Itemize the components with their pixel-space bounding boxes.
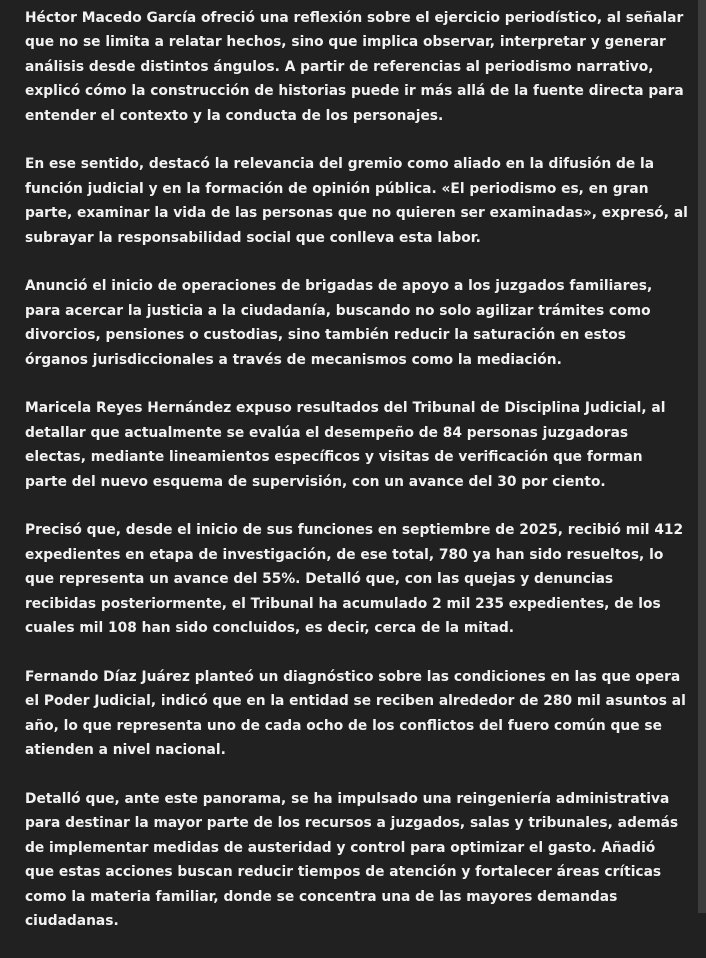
paragraph: Precisó que, desde el inicio de sus funciones en septiembre de 2025, recibió mil 412 expedientes en etapa de investigación, de ese total, 780 ya han sido resueltos, lo que representa un avance del 55%. Detalló que, con las quejas y denuncias recibidas posteriormente, el Tribunal ha acumulado 2 mil 235 expedientes, de los cuales mil 108 han sido concluidos, es decir, cerca de la mitad.: [25, 522, 684, 637]
paragraph: Fernando Díaz Juárez planteó un diagnóstico sobre las condiciones en las que opera el Poder Judicial, indicó que en la entidad se reciben alrededor de 280 mil asuntos al año, lo que representa uno de cada ocho de los conflictos del fuero común que se atienden a nivel nacional.: [25, 668, 686, 759]
page-scrollbar-track[interactable]: [698, 0, 706, 913]
paragraph: Detalló que, ante este panorama, se ha impulsado una reingeniería administrativa para destinar la mayor parte de los recursos a juzgados, salas y tribunales, además de implementar medidas de austeridad y control para optimizar el gasto. Añadió que estas acciones buscan reducir tiempos de atención y fortalecer áreas críticas como la materia familiar, donde se concentra una de las mayores demandas ciudadanas.: [25, 790, 679, 929]
paragraph: Anunció el inicio de operaciones de brigadas de apoyo a los juzgados familiares, para acercar la justicia a la ciudadanía, buscando no solo agilizar trámites como divorcios, pensiones o custodias, sino también reducir la saturación en estos órganos jurisdiccionales a través de mecanismos como la mediación.: [25, 278, 653, 368]
paragraph: Héctor Macedo García ofreció una reflexión sobre el ejercicio periodístico, al señalar que no se limita a relatar hechos, sino que implica observar, interpretar y generar análisis desde distintos ángulos. A partir de referencias al periodismo narrativo, explicó cómo la construcción de historias puede ir más allá de la fuente directa para entender el contexto y la conducta de los personajes.: [25, 10, 684, 124]
paragraph: En ese sentido, destacó la relevancia del gremio como aliado en la difusión de la función judicial y en la formación de opinión pública. «El periodismo es, en gran parte, examinar la vida de las personas que no quieren ser examinadas», expresó, al subrayar la responsabilidad social que conlleva esta labor.: [25, 156, 688, 246]
paragraph: Maricela Reyes Hernández expuso resultados del Tribunal de Disciplina Judicial, al detallar que actualmente se evalúa el desempeño de 84 personas juzgadoras electas, mediante lineamientos específicos y visitas de verificación que forman parte del nuevo esquema de supervisión, con un avance del 30 por ciento.: [25, 400, 666, 490]
article-body: [25, 6, 688, 958]
